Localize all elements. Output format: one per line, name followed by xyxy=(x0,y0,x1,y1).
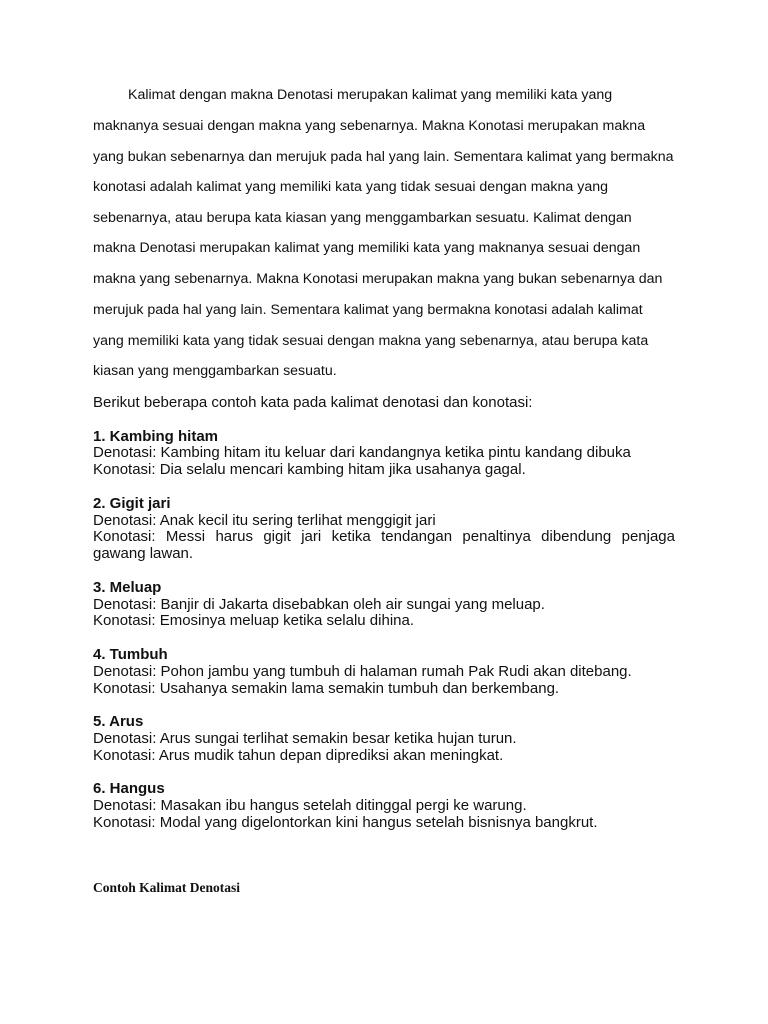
section-heading: Contoh Kalimat Denotasi xyxy=(93,880,241,895)
example-title: 5. Arus xyxy=(93,713,144,731)
example-konotasi: Konotasi: Modal yang digelontorkan kini hangus setelah bisnisnya bangkrut. xyxy=(93,813,598,831)
example-konotasi: Konotasi: Messi harus gigit jari ketika tendangan penaltinya dibendung penjaga gawang lawan. xyxy=(93,528,675,563)
example-konotasi: Konotasi: Emosinya meluap ketika selalu dihina. xyxy=(93,612,415,630)
example-title: 6. Hangus xyxy=(93,780,165,798)
example-title: 4. Tumbuh xyxy=(93,645,168,663)
paragraph-line: makna yang sebenarnya. Makna Konotasi merupakan makna yang bukan sebenarnya dan xyxy=(93,271,663,287)
example-item xyxy=(93,429,675,479)
example-konotasi: Konotasi: Arus mudik tahun depan diprediksi akan meningkat. xyxy=(93,746,504,764)
paragraph-line: merujuk pada hal yang lain. Sementara kalimat yang bermakna konotasi adalah kalimat xyxy=(93,302,643,318)
example-item xyxy=(93,714,675,764)
examples-list xyxy=(93,395,675,849)
paragraph-line: makna Denotasi merupakan kalimat yang memiliki kata yang maknanya sesuai dengan xyxy=(93,240,641,256)
example-denotasi: Denotasi: Anak kecil itu sering terlihat menggigit jari xyxy=(93,511,436,529)
example-denotasi: Denotasi: Kambing hitam itu keluar dari kandangnya ketika pintu kandang dibuka xyxy=(93,444,631,462)
example-denotasi: Denotasi: Masakan ibu hangus setelah ditinggal pergi ke warung. xyxy=(93,797,527,815)
example-title: 1. Kambing hitam xyxy=(93,427,219,445)
example-item xyxy=(93,647,675,697)
example-denotasi: Denotasi: Arus sungai terlihat semakin besar ketika hujan turun. xyxy=(93,729,517,747)
example-konotasi: Konotasi: Dia selalu mencari kambing hitam jika usahanya gagal. xyxy=(93,461,526,479)
examples-intro: Berikut beberapa contoh kata pada kalimat denotasi dan konotasi: xyxy=(93,394,533,411)
example-konotasi: Konotasi: Usahanya semakin lama semakin tumbuh dan berkembang. xyxy=(93,679,560,697)
example-denotasi: Denotasi: Pohon jambu yang tumbuh di halaman rumah Pak Rudi akan ditebang. xyxy=(93,662,632,680)
paragraph-line: yang memiliki kata yang tidak sesuai dengan makna yang sebenarnya, atau berupa kata xyxy=(93,333,649,349)
example-denotasi: Denotasi: Banjir di Jakarta disebabkan oleh air sungai yang meluap. xyxy=(93,595,545,613)
paragraph-line: kiasan yang menggambarkan sesuatu. xyxy=(93,363,337,379)
paragraph-line: sebenarnya, atau berupa kata kiasan yang menggambarkan sesuatu. Kalimat dengan xyxy=(93,210,632,226)
example-title: 3. Meluap xyxy=(93,578,162,596)
paragraph-line: yang bukan sebenarnya dan merujuk pada hal yang lain. Sementara kalimat yang bermakna xyxy=(93,149,674,165)
paragraph-line: maknanya sesuai dengan makna yang sebenarnya. Makna Konotasi merupakan makna xyxy=(93,118,646,134)
example-item xyxy=(93,781,675,831)
example-title: 2. Gigit jari xyxy=(93,494,171,512)
paragraph-line: Kalimat dengan makna Denotasi merupakan kalimat yang memiliki kata yang xyxy=(128,87,613,103)
example-item xyxy=(93,496,675,563)
paragraph-line: konotasi adalah kalimat yang memiliki kata yang tidak sesuai dengan makna yang xyxy=(93,179,608,195)
example-item xyxy=(93,580,675,630)
